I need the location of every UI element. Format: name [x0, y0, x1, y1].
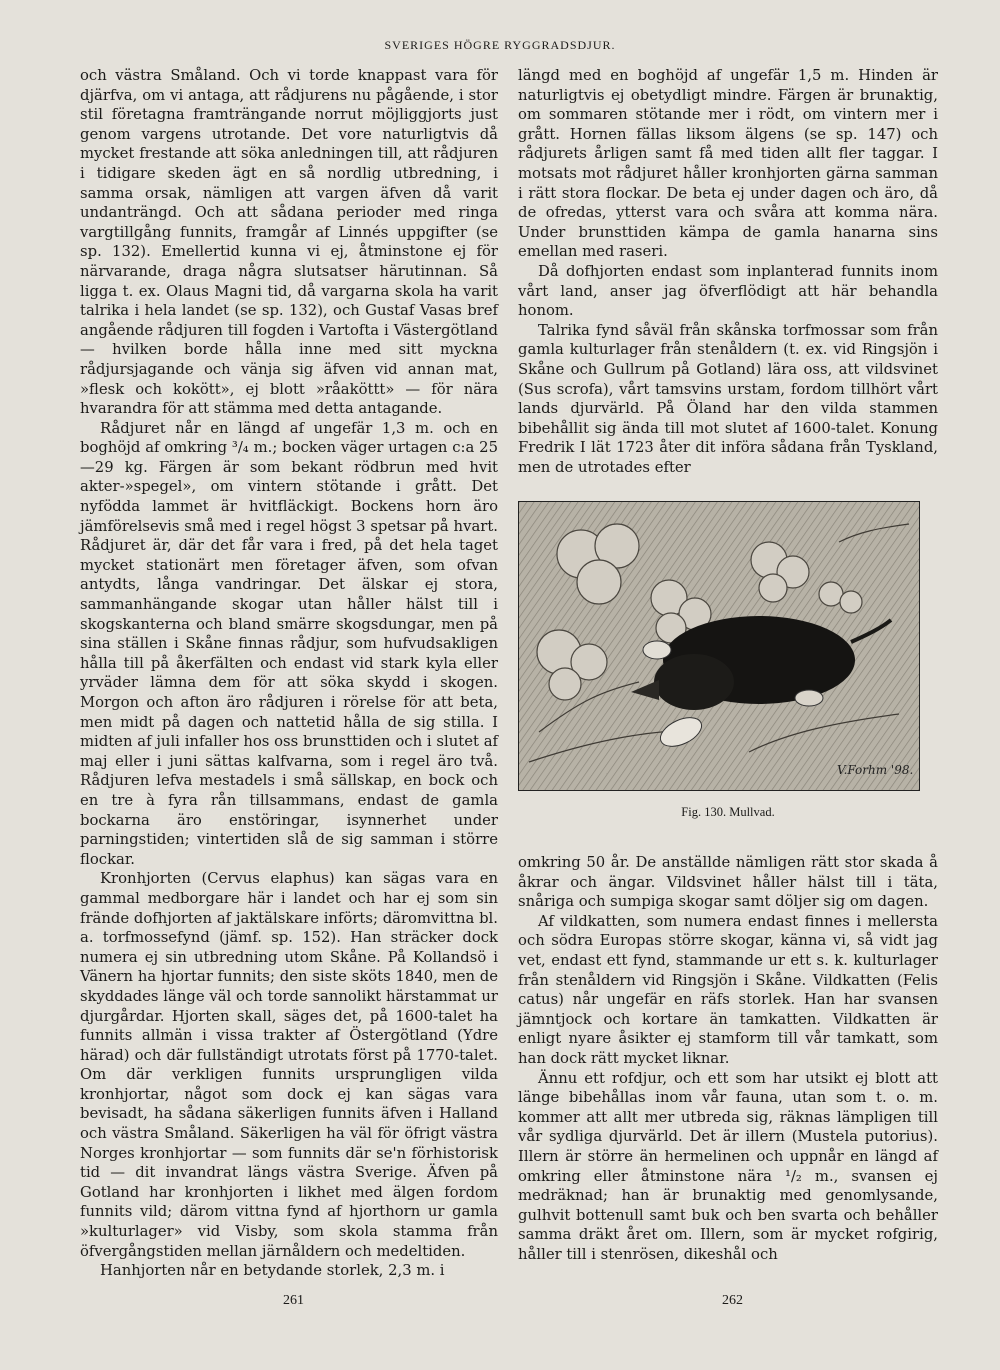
paragraph: och västra Småland. Och vi torde knappast vara för djärfva, om vi antaga, att rådjurens nu pågående, i stor stil företagna framträngande norrut möjliggjorts just genom vargens utrotande. Det vore naturligtvis då mycket frestande att söka anledningen till, att rådjuren i tidigare skeden ägt en så nordlig utbredning, i samma orsak, nämligen att vargen äfven då varit undanträngd. Och att sådana perioder med ringa vargtillgång funnits, framgår af Linnés uppgifter (se sp. 132). Emellertid kunna vi ej, åtminstone ej för närvarande, draga några slutsatser härutinnan. Så ligga t. ex. Olaus Magni tid, då vargarna skola ha varit talrika i hela landet (se sp. 132), och Gustaf Vasas bref angående rådjuren till fogden i Vartofta i Västergötland — hvilken borde hålla inne med sitt myckna rådjursjagande och vänja sig äfven vid annan mat, »flesk och kokött», ej blott »råaköttt» — för nära hvarandra för att stämma med detta antagande.	[80, 67, 498, 418]
paragraph: Af vildkatten, som numera endast finnes i mellersta och södra Europas större skogar, känna vi, så vidt jag vet, endast ett fynd, stammande ur ett s. k. kulturlager från stenåldern vid Ringsjön i Skåne. Vildkatten (Felis catus) når ungefär en räfs storlek. Han har svansen jämntjock och kortare än tamkatten. Vildkatten är enligt nyare åsikter ej stamform till vår tamkatt, som han dock rätt mycket liknar.	[518, 912, 938, 1067]
paragraph: Hanhjorten når en betydande storlek, 2,3 m. i	[100, 1262, 445, 1280]
left-column	[80, 66, 498, 1281]
figure-caption: Fig. 130. Mullvad.	[681, 805, 775, 820]
page-number-right: 262	[722, 1293, 743, 1308]
paragraph: Kronhjorten (Cervus elaphus) kan sägas vara en gammal medborgare här i landet och har ej som sin frände dofhjorten af jaktälskare införts; däromvittna bl. a. torfmossefynd (jämf. sp. 152). Han sträcker dock numera ej sin utbredning utom Skåne. På Kollandsö i Vänern ha hjortar funnits; den siste sköts 1840, men de skyddades länge väl och torde sannolikt härstammat ur djurgårdar. Hjorten skall, säges det, på 1600-talet ha funnits allmän i vissa trakter af Östergötland (Ydre härad) och där fullständigt utrotats först på 1770-talet. Om där verkligen funnits ursprungligen vilda kronhjortar, något som dock ej kan sägas vara bevisadt, ha sådana säkerligen funnits äfven i Halland och västra Småland. Säkerligen ha väl för öfrigt västra Norges kronhjortar — som funnits där se'n förhistorisk tid — dit invandrat längs västra Sverige. Äfven på Gotland har kronhjorten i likhet med älgen fordom funnits vild; därom vittna fynd af hjorthorn ur gamla »kulturlager» vid Visby, som skola stamma från öfvergångstiden mellan järnåldern och medeltiden.	[80, 870, 498, 1260]
page-number-left: 261	[283, 1293, 304, 1308]
artist-signature: V.Forhm '98.	[837, 763, 914, 778]
mole-head	[654, 654, 734, 710]
paragraph: längd med en boghöjd af ungefär 1,5 m. Hinden är naturligtvis ej obetydligt mindre. Färgen är brunaktig, om sommaren stötande mer i rödt, om vintern mer i grått. Hornen fällas liksom älgens (se sp. 147) och rådjurets årligen samt få med tiden allt fler taggar. I motsats mot rådjuret håller kronhjorten gärna samman i rätt stora flockar. De beta ej under dagen och äro, då de ofredas, ytterst vara och svåra att komma nära. Under brunsttiden kämpa de gamla hanarna sins emellan med raseri.	[518, 67, 938, 261]
running-title: SVERIGES HÖGRE RYGGRADSDJUR.	[384, 38, 616, 52]
right-column	[518, 66, 938, 1265]
mole-front-paw	[643, 641, 671, 659]
mole-illustration	[518, 501, 920, 791]
paragraph: omkring 50 år. De anställde nämligen rätt stor skada å åkrar och ängar. Vildsvinet håller hälst till i täta, snåriga och sumpiga skogar samt döljer sig om dagen.	[518, 854, 938, 911]
mole-drawing	[519, 502, 919, 790]
paragraph: Då dofhjorten endast som inplanterad funnits inom vårt land, anser jag öfverflödigt att här behandla honom.	[518, 262, 938, 320]
mole-hind-paw	[795, 690, 823, 706]
paragraph: Talrika fynd såväl från skånska torfmossar som från gamla kulturlager från stenåldern (t. ex. vid Ringsjön i Skåne och Gullrum på Gotland) lära oss, att vildsvinet (Sus scrofa), vårt tamsvins urstam, fordom tillhört vårt lands djurvärld. På Öland har den vilda stammen bibehållit sig ända till mot slutet af 1600-talet. Konung Fredrik I lät 1723 åter dit införa sådana från Tyskland, men de utrotades efter	[518, 321, 938, 476]
paragraph: Ännu ett rofdjur, och ett som har utsikt ej blott att länge bibehållas inom vår fauna, utan som t. o. m. kommer att allt mer utbreda sig, räknas lämpligen till vår sydliga djurvärld. Det är illern (Mustela putorius). Illern är större än hermelinen och uppnår en längd af omkring eller åtminstone nära ¹/₂ m., svansen ej medräknad; han är brunaktig med genomlysande, gulhvit bottenull samt buk och ben svarta och behåller samma dräkt året om. Illern, som är mycket rofgirig, håller till i stenrösen, dikeshål och	[518, 1069, 938, 1263]
paragraph: Rådjuret når en längd af ungefär 1,3 m. och en boghöjd af omkring ³/₄ m.; bocken väger urtagen c:a 25—29 kg. Färgen är som bekant rödbrun med hvit akter-»spegel», om vintern stötande i grått. Det nyfödda lammet är hvitfläckigt. Bockens horn äro jämförelsevis små med i regel högst 3 spetsar på hvart. Rådjuret är, där det får vara i fred, på det hela taget mycket stationärt men företager äfven, som ofvan antydts, långa vandringar. Det älskar ej stora, sammanhängande skogar utan håller hälst till i skogskanterna och bland smärre skogsdungar, men på sina ställen i Skåne finnas rådjur, som hufvudsakligen hålla till på åkerfälten och endast vid stark kyla eller yrväder lämna dem för att söka skydd i skogen. Morgon och afton äro rådjuren i rörelse för att beta, men midt på dagen och nattetid hålla de sig stilla. I midten af juli infaller hos oss brunsttiden och i slutet af maj eller i juni sättas kalfvarna, som i regel äro två. Rådjuren lefva mestadels i små sällskap, en bock och en tre à fyra rån tillsammans, endast de gamla bockarna äro enstöringar, isynnerhet under parningstiden; vintertiden slå de sig samman i större flockar.	[80, 419, 498, 868]
